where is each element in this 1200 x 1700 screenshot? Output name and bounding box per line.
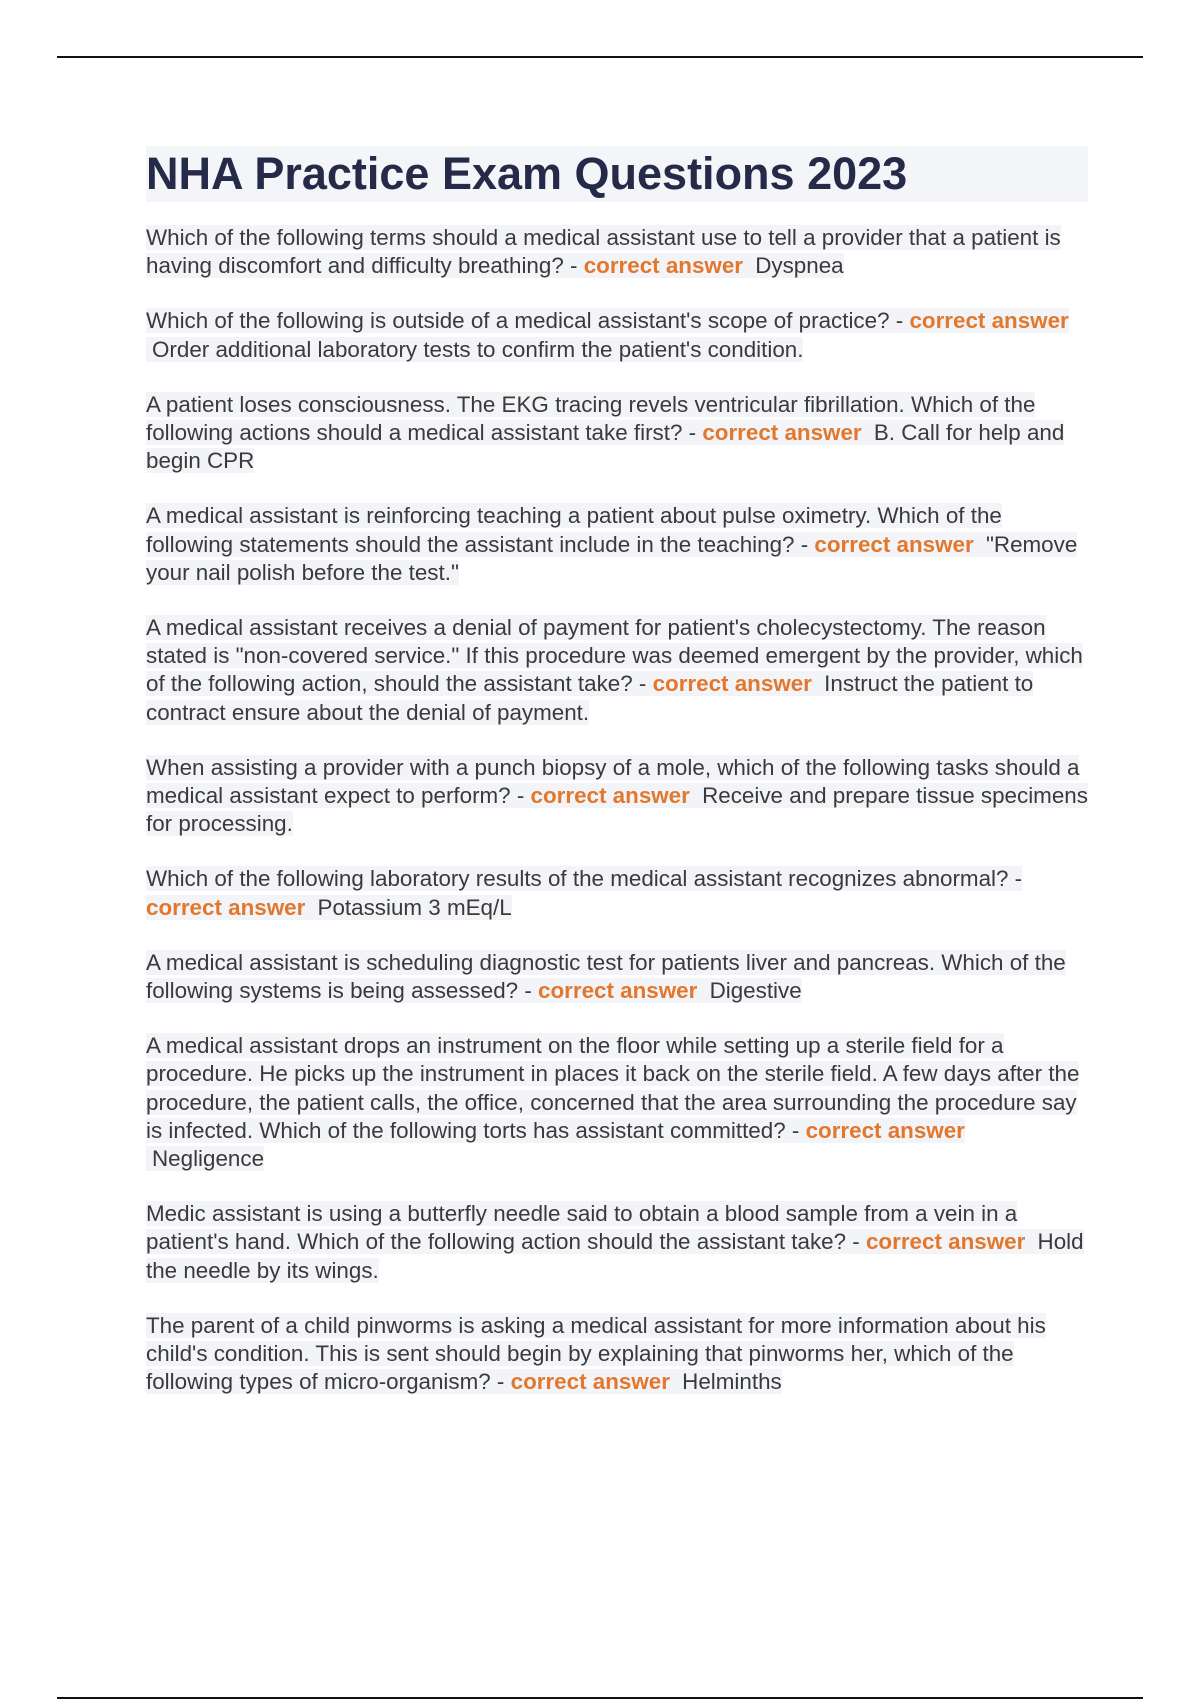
answer-text: Hold the needle by its wings. bbox=[146, 1229, 1084, 1283]
question-text: A medical assistant is reinforcing teaching a patient about pulse oximetry. Which of the following statements should the assistant include in the teaching? - bbox=[146, 503, 1002, 557]
qa-item bbox=[146, 949, 1088, 1005]
correct-answer-label: correct answer bbox=[530, 783, 690, 809]
qa-text bbox=[146, 1033, 1079, 1171]
question-text: A medical assistant is scheduling diagnostic test for patients liver and pancreas. Which of the following systems is being assessed? - bbox=[146, 949, 1066, 1004]
answer-text: B. Call for help and begin CPR bbox=[146, 420, 1065, 474]
correct-answer-label: correct answer bbox=[865, 1229, 1026, 1255]
qa-text bbox=[146, 225, 1061, 278]
correct-answer-label: correct answer bbox=[510, 1369, 670, 1395]
qa-text bbox=[146, 308, 1069, 361]
question-text: A patient loses consciousness. The EKG tracing revels ventricular fibrillation. Which of the following actions should a medical assistant take first? - bbox=[146, 391, 1036, 446]
correct-answer-label: correct answer bbox=[583, 253, 744, 279]
answer-text: Order additional laboratory tests to confirm the patient's condition. bbox=[152, 336, 804, 362]
document-body bbox=[146, 146, 1088, 1424]
bottom-divider bbox=[57, 1697, 1143, 1699]
question-text: Medic assistant is using a butterfly needle said to obtain a blood sample from a vein in a patient's hand. Which of the following action should the assistant take? - bbox=[146, 1201, 1018, 1255]
qa-item bbox=[146, 865, 1088, 921]
qa-text bbox=[146, 950, 1066, 1003]
qa-text bbox=[146, 755, 1088, 836]
question-text: The parent of a child pinworms is asking a medical assistant for more information about his child's condition. This is sent should begin by explaining that pinworms her, which of the following types of micro-organism? - bbox=[146, 1312, 1046, 1395]
qa-text bbox=[146, 615, 1083, 725]
correct-answer-label: correct answer bbox=[652, 671, 812, 697]
qa-item bbox=[146, 224, 1088, 280]
answer-text: Instruct the patient to contract ensure about the denial of payment. bbox=[146, 671, 1034, 725]
page-title: NHA Practice Exam Questions 2023 bbox=[146, 146, 1088, 202]
qa-item bbox=[146, 1032, 1088, 1173]
correct-answer-label: correct answer bbox=[805, 1117, 965, 1143]
qa-item bbox=[146, 391, 1088, 476]
correct-answer-label: correct answer bbox=[538, 978, 698, 1004]
qa-text bbox=[146, 1201, 1084, 1282]
answer-text: "Remove your nail polish before the test." bbox=[146, 531, 1078, 585]
qa-text bbox=[146, 866, 1022, 919]
answer-text: Potassium 3 mEq/L bbox=[317, 894, 512, 920]
qa-text bbox=[146, 1313, 1046, 1394]
answer-text: Digestive bbox=[709, 978, 802, 1004]
top-divider bbox=[57, 56, 1143, 58]
qa-item bbox=[146, 614, 1088, 727]
qa-item bbox=[146, 1200, 1088, 1285]
qa-text bbox=[146, 503, 1077, 584]
correct-answer-label: correct answer bbox=[146, 894, 306, 920]
answer-text: Dyspnea bbox=[755, 253, 844, 279]
correct-answer-label: correct answer bbox=[702, 420, 862, 446]
qa-item bbox=[146, 754, 1088, 839]
answer-text: Helminths bbox=[682, 1369, 782, 1395]
qa-list bbox=[146, 224, 1088, 1397]
question-text: Which of the following laboratory results of the medical assistant recognizes abnormal? - bbox=[146, 866, 1023, 892]
question-text: Which of the following terms should a medical assistant use to tell a provider that a patient is having discomfort and difficulty breathing? - bbox=[146, 225, 1061, 279]
correct-answer-label: correct answer bbox=[814, 531, 974, 557]
question-text: A medical assistant drops an instrument on the floor while setting up a sterile field for a procedure. He picks up the instrument in places it back on the sterile field. A few days after the procedure, the patient calls, the office, concerned that the area surrounding the procedure say is infected. Which of the following torts has assistant committed? - bbox=[146, 1033, 1080, 1143]
qa-item bbox=[146, 307, 1088, 363]
answer-text: Negligence bbox=[152, 1146, 265, 1172]
question-text: Which of the following is outside of a medical assistant's scope of practice? - bbox=[146, 308, 904, 334]
question-text: A medical assistant receives a denial of payment for patient's cholecystectomy. The reason stated is "non-covered service." If this procedure was deemed emergent by the provider, which of the following action, should the assistant take? - bbox=[146, 615, 1083, 697]
qa-item bbox=[146, 502, 1088, 587]
question-text: When assisting a provider with a punch biopsy of a mole, which of the following tasks should a medical assistant expect to perform? - bbox=[146, 754, 1080, 809]
answer-text: Receive and prepare tissue specimens for processing. bbox=[146, 783, 1088, 837]
correct-answer-label: correct answer bbox=[909, 308, 1069, 334]
qa-text bbox=[146, 392, 1064, 473]
qa-item bbox=[146, 1312, 1088, 1397]
